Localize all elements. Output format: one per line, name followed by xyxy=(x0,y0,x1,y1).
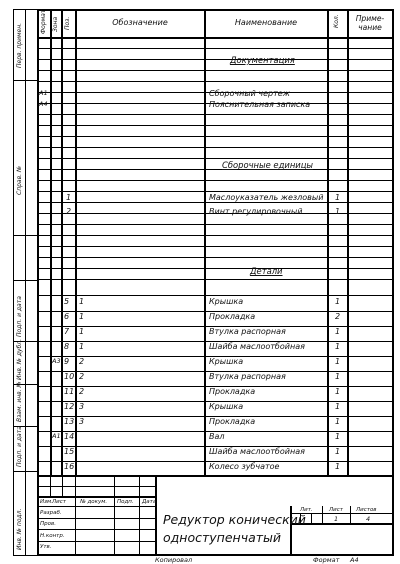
row-line xyxy=(38,169,393,170)
row-line xyxy=(38,48,393,49)
part-designation: 2 xyxy=(79,387,85,396)
part-name: Шайба маслоотбойная xyxy=(209,342,305,351)
row-line xyxy=(38,202,393,203)
part-name: Шайба маслоотбойная xyxy=(209,447,305,456)
part-pos: 12 xyxy=(64,402,75,411)
header-note-1: Приме- xyxy=(355,14,385,23)
part-qty: 1 xyxy=(335,447,341,456)
header-name: Наименование xyxy=(234,18,298,27)
part-pos: 15 xyxy=(64,447,75,456)
part-qty: 1 xyxy=(335,342,341,351)
part-name: Колесо зубчатое xyxy=(209,462,280,471)
tb-podp: Подп. xyxy=(117,499,134,505)
part-name: Крышка xyxy=(209,402,244,411)
row-line xyxy=(38,147,393,148)
part-pos: 13 xyxy=(64,417,75,426)
doc-name-1: Сборочный чертеж xyxy=(209,89,290,98)
tb-razrab: Разраб. xyxy=(40,510,62,516)
part-name: Вал xyxy=(209,432,225,441)
part-qty: 2 xyxy=(335,312,341,321)
header-designation: Обозначение xyxy=(112,18,168,27)
tb-ndokum: № докум. xyxy=(80,499,108,505)
row-line xyxy=(38,268,393,269)
asm-qty-2: 1 xyxy=(335,207,341,216)
tb-nkontr: Н.контр. xyxy=(40,533,65,539)
part-qty: 1 xyxy=(335,462,341,471)
side-podp-data-1: Подп. и дата xyxy=(16,296,23,337)
tb-sheet-num: 1 xyxy=(334,515,339,523)
side-inv-dubl: Инв. № дубл. xyxy=(16,338,23,380)
part-name: Прокладка xyxy=(209,387,256,396)
tb-listov: Листов xyxy=(356,507,377,513)
part-qty: 1 xyxy=(335,297,341,306)
drawing-title-line-1: Редуктор конический xyxy=(163,512,306,527)
footer-format-value: А4 xyxy=(350,556,359,564)
header-qty: Кол. xyxy=(333,14,340,28)
doc-name-2: Пояснительная записка xyxy=(209,100,311,109)
part-zone: А1 xyxy=(52,432,61,440)
section-assembly-units: Сборочные единицы xyxy=(222,160,314,170)
header-zone: Зона xyxy=(52,16,59,32)
part-name: Втулка распорная xyxy=(209,327,286,336)
row-line xyxy=(38,158,393,159)
footer-kopiroval: Копировал xyxy=(155,556,193,564)
part-designation: 1 xyxy=(79,342,85,351)
part-name: Втулка распорная xyxy=(209,372,286,381)
part-qty: 1 xyxy=(335,402,341,411)
part-name: Прокладка xyxy=(209,312,256,321)
part-designation: 2 xyxy=(79,372,85,381)
part-pos: 10 xyxy=(64,372,75,381)
part-designation: 3 xyxy=(79,402,85,411)
part-pos: 6 xyxy=(64,312,70,321)
part-pos: 7 xyxy=(64,327,70,336)
footer-format-label: Формат xyxy=(313,556,340,564)
tb-prov: Пров. xyxy=(40,521,56,527)
part-pos: 5 xyxy=(64,297,70,306)
side-vzam-inv: Взам. инв. № xyxy=(16,381,23,422)
part-pos: 8 xyxy=(64,342,70,351)
part-designation: 1 xyxy=(79,327,85,336)
side-inv-podl: Инв. № подл. xyxy=(16,508,23,550)
doc-format-1: А1 xyxy=(39,89,48,97)
part-pos: 16 xyxy=(64,462,75,471)
doc-format-2: А4 xyxy=(39,100,48,108)
tb-sheets-total: 4 xyxy=(366,515,371,523)
row-line xyxy=(38,125,393,126)
asm-pos-2: 2 xyxy=(66,207,72,216)
part-designation: 3 xyxy=(79,417,85,426)
part-pos: 9 xyxy=(64,357,70,366)
row-line xyxy=(38,279,393,280)
part-qty: 1 xyxy=(335,417,341,426)
tb-list: Лист xyxy=(52,499,66,505)
section-documentation: Документация xyxy=(230,55,295,65)
asm-name-1: Маслоуказатель жезловый xyxy=(209,193,324,202)
row-line xyxy=(38,114,393,115)
part-name: Крышка xyxy=(209,357,244,366)
tb-data: Дата xyxy=(142,499,157,505)
header-note-2: чание xyxy=(358,23,382,32)
row-line xyxy=(38,81,393,82)
tb-lit: Лит. xyxy=(300,507,313,513)
part-qty: 1 xyxy=(335,387,341,396)
part-name: Прокладка xyxy=(209,417,256,426)
tb-list-col: Лист xyxy=(329,507,343,513)
asm-name-2: Винт регулировочный xyxy=(209,207,303,216)
part-qty: 1 xyxy=(335,432,341,441)
part-name: Крышка xyxy=(209,297,244,306)
drawing-title-line-2: одноступенчатый xyxy=(163,530,282,545)
part-designation: 2 xyxy=(79,357,85,366)
row-line xyxy=(38,246,393,247)
part-qty: 1 xyxy=(335,327,341,336)
row-line xyxy=(38,224,393,225)
row-line xyxy=(38,257,393,258)
header-pos: Поз. xyxy=(64,16,71,30)
row-line xyxy=(38,191,393,192)
row-line xyxy=(38,70,393,71)
row-line xyxy=(38,180,393,181)
row-line xyxy=(38,295,393,296)
asm-qty-1: 1 xyxy=(335,193,341,202)
part-zone: А3 xyxy=(52,357,61,365)
tb-izm: Изм. xyxy=(40,499,53,505)
part-qty: 1 xyxy=(335,357,341,366)
side-perv-primen: Перв. примен. xyxy=(16,22,23,68)
asm-pos-1: 1 xyxy=(66,193,72,202)
part-designation: 1 xyxy=(79,312,85,321)
part-qty: 1 xyxy=(335,372,341,381)
part-pos: 11 xyxy=(64,387,75,396)
section-parts: Детали xyxy=(250,266,283,276)
part-designation: 1 xyxy=(79,297,85,306)
row-line xyxy=(38,59,393,60)
side-sprav: Справ. № xyxy=(16,165,23,195)
row-line xyxy=(38,136,393,137)
side-podp-data-2: Подп. и дата xyxy=(16,426,23,467)
part-pos: 14 xyxy=(64,432,75,441)
row-line xyxy=(38,235,393,236)
tb-utv: Утв. xyxy=(40,544,52,550)
header-format: Формат xyxy=(40,9,47,34)
